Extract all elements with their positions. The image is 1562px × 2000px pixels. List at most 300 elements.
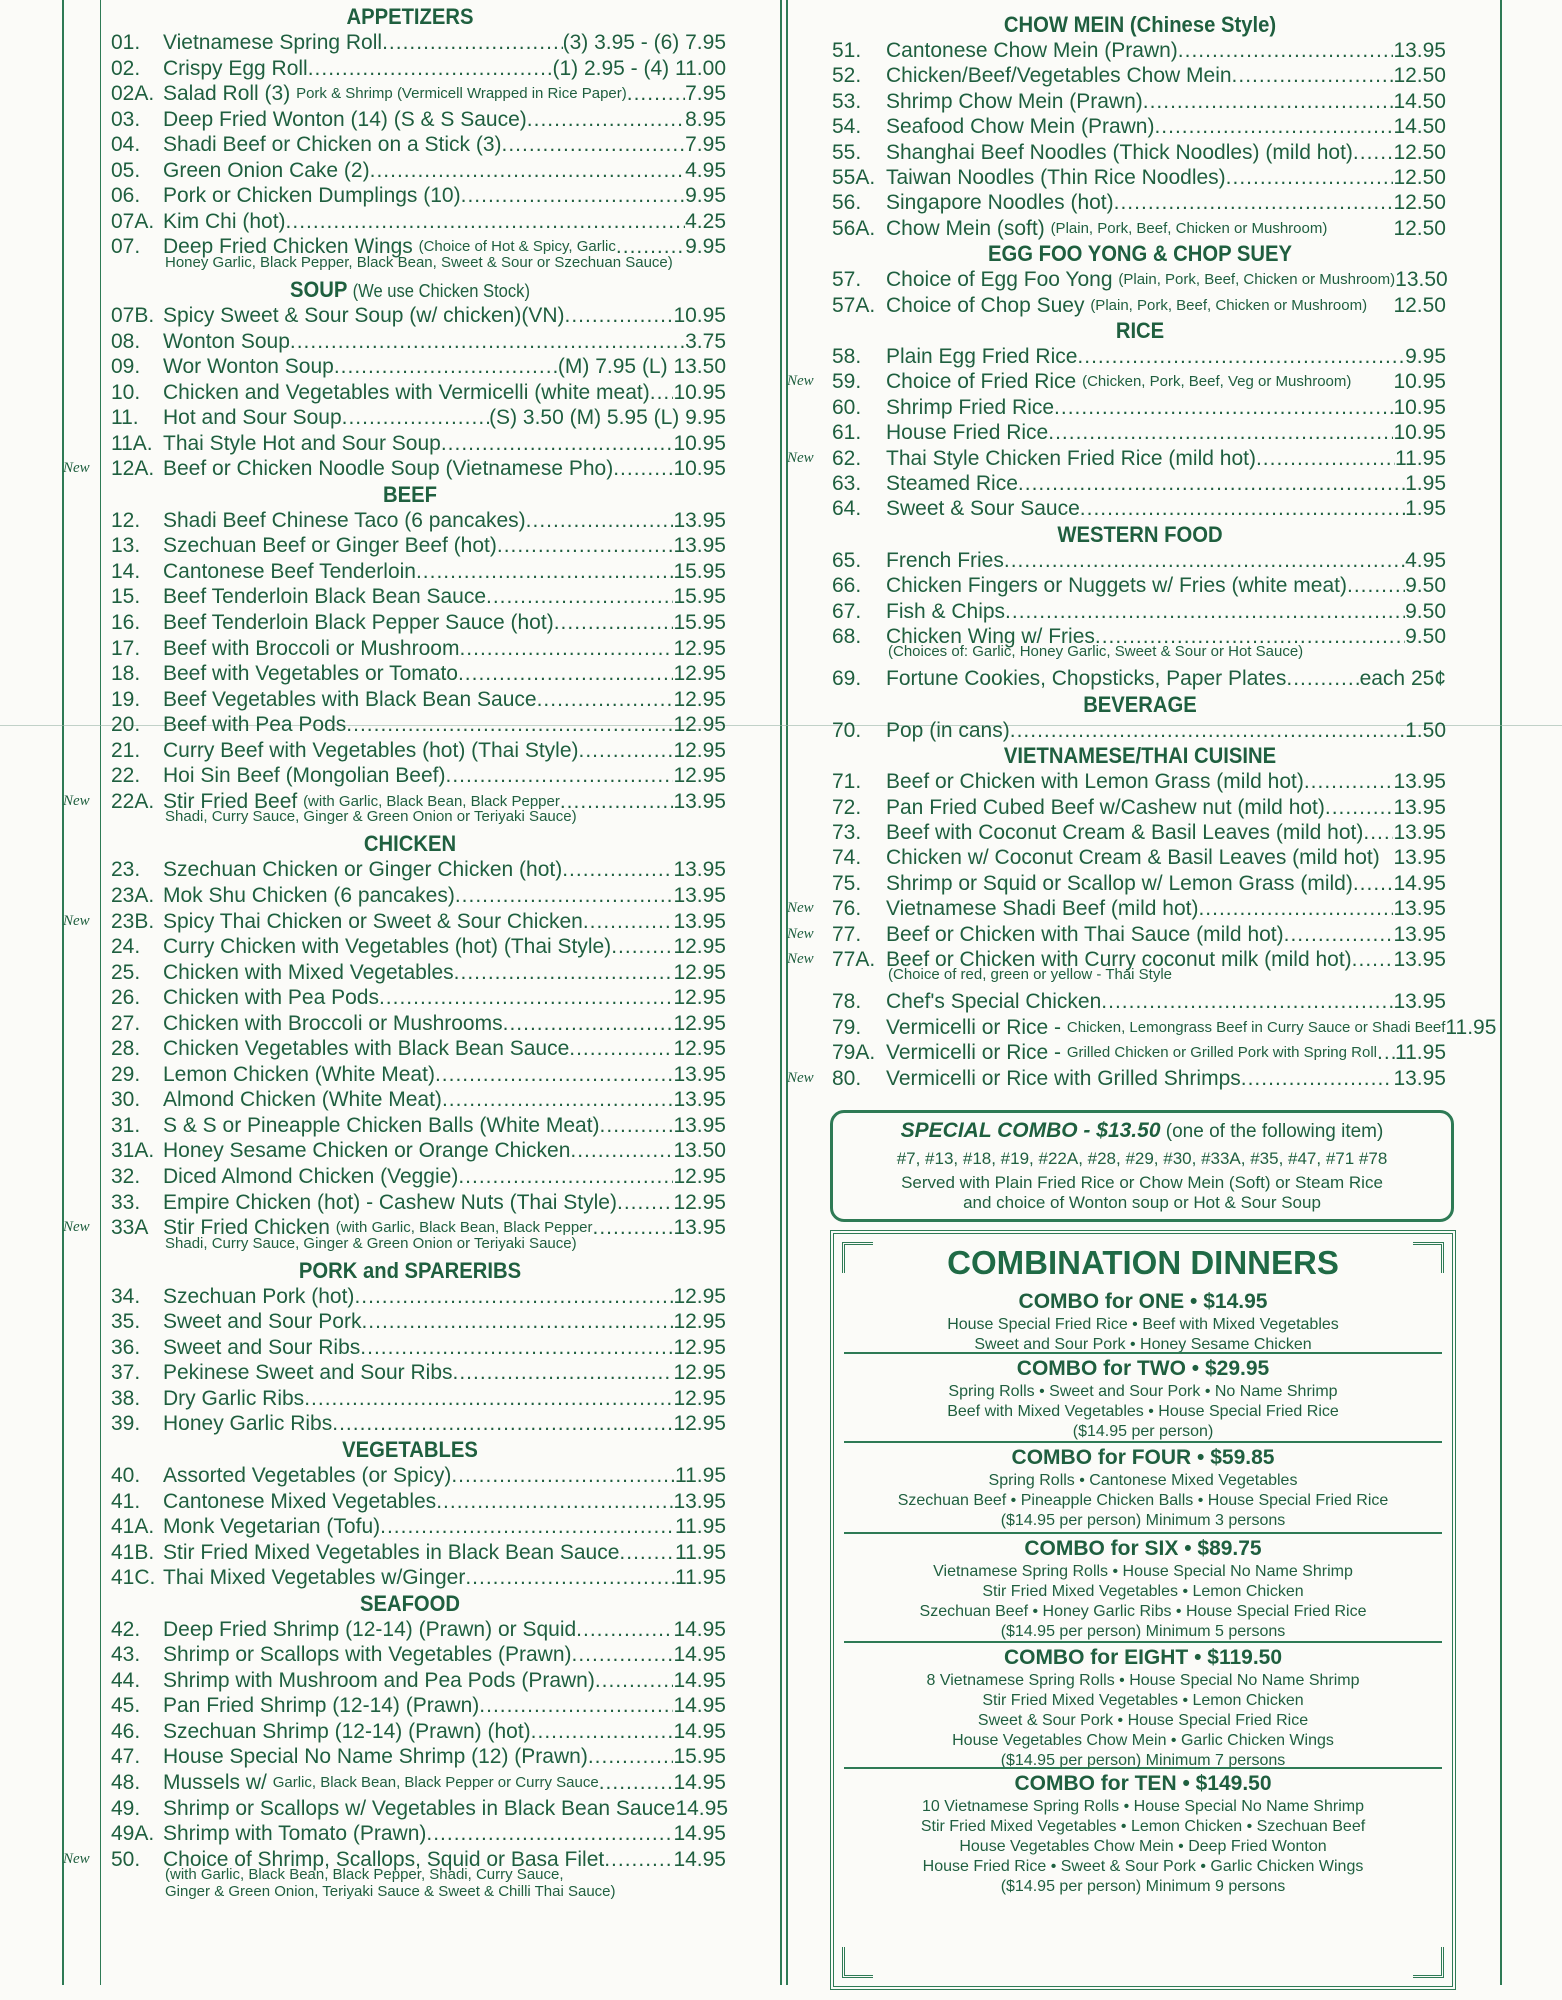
dot-leader bbox=[600, 1113, 674, 1138]
item-name: Spicy Thai Chicken or Sweet & Sour Chicken bbox=[163, 909, 583, 933]
section-title-text: APPETIZERS bbox=[346, 4, 474, 29]
item-price: 12.95 bbox=[673, 960, 726, 984]
combo-line: House Vegetables Chow Mein • Deep Fried Wonton bbox=[959, 1838, 1327, 1855]
item-number: 53. bbox=[832, 89, 862, 113]
dot-leader bbox=[1347, 573, 1405, 598]
item-number: 61. bbox=[832, 421, 862, 445]
item-price: 13.95 bbox=[673, 1216, 726, 1240]
item-price: 14.95 bbox=[673, 1643, 726, 1667]
item-number: 55A. bbox=[832, 166, 876, 189]
item-price: 13.95 bbox=[673, 534, 726, 558]
item-price: 12.95 bbox=[673, 1284, 726, 1308]
dot-leader bbox=[380, 1514, 675, 1539]
menu-item-65 bbox=[780, 548, 1446, 573]
item-line bbox=[886, 1066, 1446, 1091]
section-title-seafood bbox=[134, 1591, 686, 1617]
item-line bbox=[886, 420, 1446, 445]
item-price: 12.95 bbox=[673, 764, 726, 788]
combo-title: COMBO for FOUR • $59.85 bbox=[1011, 1446, 1275, 1469]
item-line bbox=[163, 1821, 726, 1846]
item-name: French Fries bbox=[886, 548, 1004, 572]
item-name: Assorted Vegetables (or Spicy) bbox=[163, 1463, 452, 1487]
special-combo-served-line2: and choice of Wonton soup or Hot & Sour Soup bbox=[963, 1193, 1321, 1212]
item-name: Chicken/Beef/Vegetables Chow Mein bbox=[886, 64, 1232, 88]
item-line bbox=[163, 1011, 726, 1036]
item-number: 51. bbox=[832, 39, 862, 62]
section-title-note: (We use Chicken Stock) bbox=[352, 280, 530, 301]
item-line bbox=[163, 1565, 726, 1590]
item-detail: (with Garlic, Black Bean, Black Pepper bbox=[335, 1219, 593, 1237]
item-price: 13.95 bbox=[673, 789, 726, 813]
item-line bbox=[163, 1309, 726, 1334]
item-price: 13.95 bbox=[1393, 922, 1446, 946]
item-number: 08. bbox=[111, 329, 141, 353]
menu-item-19 bbox=[100, 687, 726, 712]
item-price: 12.95 bbox=[673, 1412, 726, 1436]
item-number: 25. bbox=[111, 960, 141, 984]
item-line bbox=[163, 1770, 726, 1795]
combo-line: ($14.95 per person) Minimum 5 persons bbox=[1000, 1623, 1286, 1640]
item-name: Shrimp or Scallops with Vegetables (Prawn) bbox=[163, 1643, 572, 1667]
item-name: Sweet and Sour Ribs bbox=[163, 1335, 361, 1359]
item-name: Pork or Chicken Dumplings (10) bbox=[163, 184, 461, 208]
item-number: 33. bbox=[111, 1190, 141, 1214]
menu-item-75 bbox=[780, 871, 1446, 896]
item-price: 13.95 bbox=[673, 858, 726, 882]
item-name: Chicken Vegetables with Black Bean Sauce bbox=[163, 1037, 570, 1061]
item-name: Beef Vegetables with Black Bean Sauce bbox=[163, 687, 537, 711]
special-combo-served-line1: Served with Plain Fried Rice or Chow Mein (Soft) or Steam Rice bbox=[901, 1173, 1383, 1192]
item-line bbox=[163, 1386, 726, 1411]
dot-leader bbox=[1353, 871, 1394, 896]
menu-item-63 bbox=[780, 471, 1446, 496]
combo-divider bbox=[844, 1441, 1442, 1443]
menu-item-23 bbox=[100, 857, 726, 882]
item-line bbox=[163, 661, 726, 686]
section-title-western-food bbox=[864, 522, 1416, 548]
section-title-text: SOUP bbox=[290, 276, 348, 302]
item-price: 13.95 bbox=[673, 1062, 726, 1086]
new-badge: New bbox=[787, 951, 814, 967]
item-number: 75. bbox=[832, 871, 862, 895]
menu-item-79 bbox=[780, 1015, 1497, 1040]
menu-item-49 bbox=[100, 1796, 729, 1821]
item-name: Shrimp or Squid or Scallop w/ Lemon Grass (mild) bbox=[886, 871, 1353, 895]
item-line bbox=[163, 354, 726, 379]
item-price: 13.50 bbox=[1395, 268, 1448, 292]
item-price: 10.95 bbox=[1393, 395, 1446, 419]
item-number: 05. bbox=[111, 158, 141, 182]
item-price: 13.95 bbox=[673, 883, 726, 907]
dot-leader bbox=[442, 1087, 674, 1112]
dot-leader bbox=[1353, 140, 1394, 165]
combo-line: Sweet and Sour Pork • Honey Sesame Chicken bbox=[974, 1336, 1312, 1353]
item-line bbox=[886, 769, 1446, 794]
item-name: Singapore Noodles (hot) bbox=[886, 191, 1114, 215]
item-line bbox=[163, 934, 726, 959]
item-sub-detail: (Choices of: Garlic, Honey Garlic, Sweet & Sour or Hot Sauce) bbox=[888, 643, 1304, 661]
item-line bbox=[163, 1190, 726, 1215]
menu-item-78 bbox=[780, 989, 1446, 1014]
item-price: 4.95 bbox=[1405, 548, 1446, 572]
dot-leader bbox=[382, 30, 563, 55]
dot-leader bbox=[619, 1540, 675, 1565]
item-line bbox=[886, 573, 1446, 598]
item-price: 13.95 bbox=[1393, 39, 1446, 62]
new-badge: New bbox=[787, 900, 814, 917]
item-name: Crispy Egg Roll bbox=[163, 56, 308, 80]
item-name: Sweet and Sour Pork bbox=[163, 1310, 362, 1334]
menu-item-57a bbox=[780, 293, 1446, 318]
item-price: 11.95 bbox=[1395, 1041, 1446, 1065]
new-badge: New bbox=[787, 1069, 814, 1086]
item-detail: (Plain, Pork, Beef, Chicken or Mushroom) bbox=[1118, 271, 1396, 289]
item-number: 62. bbox=[832, 446, 862, 470]
combo-line: House Vegetables Chow Mein • Garlic Chicken Wings bbox=[952, 1732, 1334, 1749]
combo-line: Stir Fried Mixed Vegetables • Lemon Chicken bbox=[982, 1692, 1304, 1709]
item-line bbox=[886, 896, 1446, 921]
item-price: 13.95 bbox=[673, 1088, 726, 1112]
special-combo-items: #7, #13, #18, #19, #22A, #28, #29, #30, #33A, #35, #47, #71 #78 bbox=[896, 1149, 1388, 1168]
item-price: 13.95 bbox=[673, 1489, 726, 1513]
item-line bbox=[886, 165, 1446, 190]
item-price: 13.95 bbox=[1393, 990, 1446, 1014]
item-name: Wonton Soup bbox=[163, 329, 290, 353]
menu-item-31 bbox=[100, 1113, 726, 1138]
item-name: Choice of Shrimp, Scallops, Squid or Basa Filet bbox=[163, 1847, 605, 1871]
item-name: Vietnamese Shadi Beef (mild hot) bbox=[886, 897, 1199, 921]
section-title-chow-mein-chinese-style bbox=[864, 12, 1416, 38]
section-title-vegetables bbox=[134, 1437, 686, 1463]
item-line bbox=[163, 183, 726, 208]
item-price: 14.50 bbox=[1393, 89, 1446, 113]
item-price: 9.95 bbox=[685, 235, 726, 259]
item-price: 12.50 bbox=[1393, 293, 1446, 317]
menu-item-56 bbox=[780, 190, 1446, 215]
item-line bbox=[886, 718, 1446, 743]
dot-leader bbox=[564, 303, 673, 328]
item-name: Beef or Chicken Noodle Soup (Vietnamese Pho) bbox=[163, 457, 614, 481]
combo-line: House Special Fried Rice • Beef with Mixed Vegetables bbox=[947, 1316, 1339, 1333]
item-detail: (Chicken, Pork, Beef, Veg or Mushroom) bbox=[1082, 373, 1352, 391]
menu-item-30 bbox=[100, 1087, 726, 1112]
item-price: 12.95 bbox=[673, 1335, 726, 1359]
item-number: 59. bbox=[832, 370, 862, 394]
item-number: 13. bbox=[111, 534, 141, 558]
item-name: Pop (in cans) bbox=[886, 718, 1010, 742]
dot-leader bbox=[1178, 38, 1394, 63]
item-number: 29. bbox=[111, 1062, 141, 1086]
item-number: 07A. bbox=[111, 209, 155, 233]
item-number: 02. bbox=[111, 56, 141, 80]
dot-leader bbox=[486, 584, 673, 609]
item-price: 11.95 bbox=[1395, 446, 1446, 470]
menu-item-41 bbox=[100, 1489, 726, 1514]
dot-leader bbox=[562, 857, 673, 882]
item-price: 12.95 bbox=[673, 986, 726, 1010]
dot-leader bbox=[497, 533, 674, 558]
item-number: 49A. bbox=[111, 1822, 155, 1846]
item-name: Steamed Rice bbox=[886, 472, 1018, 495]
menu-item-10 bbox=[100, 380, 726, 405]
dot-leader bbox=[454, 960, 674, 985]
item-name: Diced Almond Chicken (Veggie) bbox=[163, 1165, 459, 1188]
menu-item-41a bbox=[100, 1514, 726, 1539]
combo-block-1 bbox=[844, 1289, 1442, 1355]
combo-divider bbox=[844, 1641, 1442, 1643]
item-detail: (Plain, Pork, Beef, Chicken or Mushroom) bbox=[1090, 296, 1368, 314]
item-name: Hoi Sin Beef (Mongolian Beef) bbox=[163, 764, 446, 788]
item-number: 12. bbox=[111, 508, 141, 532]
menu-item-79a bbox=[780, 1040, 1446, 1065]
item-line bbox=[886, 38, 1446, 63]
item-number: 23B. bbox=[111, 909, 155, 933]
item-name: Thai Style Hot and Sour Soup bbox=[163, 431, 441, 455]
section-title-text: VIETNAMESE/THAI CUISINE bbox=[1003, 743, 1277, 769]
item-sub-detail: (Choice of red, green or yellow - Thai Style bbox=[888, 966, 1173, 984]
item-price: 12.95 bbox=[673, 935, 726, 959]
item-line bbox=[163, 857, 726, 882]
section-title-soup bbox=[134, 277, 686, 303]
item-price: 9.50 bbox=[1405, 574, 1446, 598]
item-line bbox=[163, 909, 726, 934]
combo-title: COMBO for TWO • $29.95 bbox=[1016, 1357, 1270, 1380]
item-line bbox=[163, 329, 726, 354]
menu-item-76 bbox=[780, 896, 1446, 921]
dot-leader bbox=[332, 1411, 673, 1436]
item-number: 77. bbox=[832, 922, 862, 946]
section-title-text: BEVERAGE bbox=[1083, 691, 1197, 717]
item-name: Empire Chicken (hot) - Cashew Nuts (Thai Style) bbox=[163, 1190, 617, 1214]
item-name: Beef with Broccoli or Mushroom bbox=[163, 636, 460, 660]
item-number: 41C. bbox=[111, 1566, 156, 1590]
item-line bbox=[886, 871, 1446, 896]
item-number: 66. bbox=[832, 574, 862, 598]
item-number: 41A. bbox=[111, 1515, 155, 1539]
item-line bbox=[886, 369, 1446, 394]
item-line bbox=[886, 666, 1446, 691]
dot-leader bbox=[604, 1847, 673, 1872]
dot-leader bbox=[370, 158, 686, 183]
item-price: 10.95 bbox=[1393, 370, 1446, 394]
item-price: 14.50 bbox=[1393, 115, 1446, 139]
menu-item-54 bbox=[780, 114, 1446, 139]
dot-leader bbox=[286, 209, 686, 234]
dot-leader bbox=[458, 661, 673, 686]
dot-leader bbox=[461, 183, 686, 208]
menu-item-07a bbox=[100, 209, 726, 234]
item-number: 22A. bbox=[111, 789, 155, 813]
item-price: (S) 3.50 (M) 5.95 (L) 9.95 bbox=[489, 406, 726, 430]
combo-line: ($14.95 per person) Minimum 9 persons bbox=[1000, 1878, 1286, 1895]
menu-item-11 bbox=[100, 405, 726, 430]
corner-ornament-icon bbox=[1413, 1947, 1444, 1978]
item-name: Shadi Beef Chinese Taco (6 pancakes) bbox=[163, 508, 526, 532]
menu-item-06 bbox=[100, 183, 726, 208]
item-price: 4.25 bbox=[685, 209, 726, 233]
dot-leader bbox=[1077, 344, 1405, 369]
dot-leader bbox=[588, 1744, 674, 1769]
item-line bbox=[886, 1040, 1446, 1065]
item-number: 04. bbox=[111, 133, 141, 157]
menu-item-33 bbox=[100, 1190, 726, 1215]
menu-item-17 bbox=[100, 636, 726, 661]
combo-line: 10 Vietnamese Spring Rolls • House Special No Name Shrimp bbox=[922, 1798, 1364, 1815]
special-combo-heading bbox=[833, 1119, 1451, 1143]
dot-leader bbox=[527, 107, 685, 132]
item-name: Thai Mixed Vegetables w/Ginger bbox=[163, 1566, 466, 1590]
dot-leader bbox=[583, 909, 674, 934]
dot-leader bbox=[572, 1642, 674, 1667]
item-number: 33A bbox=[111, 1216, 149, 1240]
item-name: Curry Chicken with Vegetables (hot) (Thai Style) bbox=[163, 935, 612, 959]
new-badge: New bbox=[63, 792, 90, 809]
menu-item-32 bbox=[100, 1164, 726, 1189]
menu-item-35 bbox=[100, 1309, 726, 1334]
item-name: Shrimp with Tomato (Prawn) bbox=[163, 1822, 427, 1846]
menu-item-43 bbox=[100, 1642, 726, 1667]
item-name: Vietnamese Spring Roll bbox=[163, 31, 383, 54]
section-title-text: RICE bbox=[1115, 318, 1165, 343]
item-number: 78. bbox=[832, 990, 862, 1014]
item-number: 16. bbox=[111, 611, 141, 634]
dot-leader bbox=[451, 1463, 675, 1488]
special-combo-note: (one of the following item) bbox=[1165, 1121, 1384, 1142]
item-name: Choice of Egg Foo Yong bbox=[886, 268, 1113, 292]
item-number: 07B. bbox=[111, 303, 155, 327]
section-title-appetizers bbox=[134, 4, 686, 30]
dot-leader bbox=[613, 456, 673, 481]
item-line bbox=[163, 132, 726, 157]
item-name: Chicken with Mixed Vegetables bbox=[163, 960, 454, 984]
section-title-text: VEGETABLES bbox=[342, 1436, 478, 1462]
dot-leader bbox=[479, 1693, 673, 1718]
item-name: Stir Fried Beef bbox=[163, 789, 298, 813]
menu-item-15 bbox=[100, 584, 726, 609]
section-title-beef bbox=[134, 482, 686, 508]
item-price: 10.95 bbox=[673, 457, 726, 481]
item-name: Beef Tenderloin Black Bean Sauce bbox=[163, 585, 486, 609]
menu-item-72 bbox=[780, 795, 1446, 820]
combination-dinners-title: COMBINATION DINNERS bbox=[947, 1244, 1339, 1281]
item-price: 14.95 bbox=[673, 1771, 726, 1794]
combo-line: Spring Rolls • Sweet and Sour Pork • No Name Shrimp bbox=[948, 1383, 1338, 1400]
item-number: 40. bbox=[111, 1463, 141, 1487]
menu-item-44 bbox=[100, 1668, 726, 1693]
menu-item-26 bbox=[100, 985, 726, 1010]
item-detail: Garlic, Black Bean, Black Pepper or Curry Sauce bbox=[272, 1774, 599, 1791]
item-name: Pan Fried Cubed Beef w/Cashew nut (mild hot) bbox=[886, 795, 1325, 819]
item-name: Thai Style Chicken Fried Rice (mild hot) bbox=[886, 446, 1256, 470]
dot-leader bbox=[1048, 420, 1393, 445]
item-price: 9.95 bbox=[1405, 345, 1446, 368]
section-title-text: BEEF bbox=[383, 481, 437, 507]
item-name: Beef or Chicken with Thai Sauce (mild hot) bbox=[886, 922, 1284, 946]
dot-leader bbox=[1101, 989, 1393, 1014]
item-name: Beef with Vegetables or Tomato bbox=[163, 662, 458, 686]
item-number: 52. bbox=[832, 64, 862, 88]
item-number: 64. bbox=[832, 497, 862, 521]
combo-title: COMBO for EIGHT • $119.50 bbox=[1003, 1646, 1283, 1669]
new-badge: New bbox=[63, 1219, 90, 1236]
item-number: 22. bbox=[111, 764, 141, 788]
menu-item-73 bbox=[780, 820, 1446, 845]
item-number: 41. bbox=[111, 1489, 141, 1513]
item-line bbox=[163, 1668, 726, 1693]
dot-leader bbox=[1226, 165, 1394, 190]
section-title-pork-and-spareribs bbox=[134, 1258, 686, 1284]
item-number: 72. bbox=[832, 795, 862, 819]
item-number: 35. bbox=[111, 1310, 141, 1334]
item-name: Stir Fried Chicken bbox=[163, 1216, 330, 1240]
item-name: Chicken Fingers or Nuggets w/ Fries (white meat) bbox=[886, 574, 1347, 598]
menu-item-61 bbox=[780, 420, 1446, 445]
item-name: Taiwan Noodles (Thin Rice Noodles) bbox=[886, 166, 1226, 189]
item-name: Cantonese Chow Mein (Prawn) bbox=[886, 39, 1178, 62]
item-number: 34. bbox=[111, 1284, 141, 1308]
item-line bbox=[163, 1087, 726, 1112]
item-line bbox=[163, 1138, 726, 1163]
item-line bbox=[886, 395, 1446, 420]
item-number: 43. bbox=[111, 1643, 141, 1667]
combo-divider bbox=[844, 1767, 1442, 1769]
item-name: Chicken Wing w/ Fries bbox=[886, 625, 1095, 648]
menu-item-67 bbox=[780, 599, 1446, 624]
item-price: 1.50 bbox=[1405, 718, 1446, 742]
item-price: 12.50 bbox=[1393, 216, 1446, 240]
item-number: 28. bbox=[111, 1037, 141, 1061]
item-line bbox=[886, 922, 1446, 947]
new-badge: New bbox=[63, 912, 90, 929]
dot-leader bbox=[436, 1489, 673, 1514]
item-name: Shrimp Chow Mein (Prawn) bbox=[886, 89, 1143, 113]
item-line bbox=[886, 496, 1446, 521]
dot-leader bbox=[1080, 496, 1405, 521]
item-name: Mussels w/ bbox=[163, 1771, 267, 1794]
item-sub-detail: Shadi, Curry Sauce, Ginger & Green Onion or Teriyaki Sauce) bbox=[165, 1234, 577, 1252]
item-number: 79A. bbox=[832, 1041, 876, 1065]
dot-leader bbox=[1286, 666, 1359, 691]
item-name: Pekinese Sweet and Sour Ribs bbox=[163, 1361, 453, 1385]
menu-item-11a bbox=[100, 431, 726, 456]
item-line bbox=[163, 610, 726, 635]
item-line bbox=[163, 380, 726, 405]
dot-leader bbox=[465, 1565, 675, 1590]
item-number: 41B. bbox=[111, 1540, 155, 1564]
item-number: 70. bbox=[832, 718, 862, 742]
item-price: 12.95 bbox=[673, 636, 726, 660]
menu-item-37 bbox=[100, 1360, 726, 1385]
menu-item-22 bbox=[100, 763, 726, 788]
item-number: 36. bbox=[111, 1335, 141, 1359]
item-price: 12.50 bbox=[1393, 191, 1446, 215]
item-name: Choice of Fried Rice bbox=[886, 370, 1077, 394]
new-badge: New bbox=[63, 460, 90, 477]
dot-leader bbox=[650, 380, 674, 405]
menu-item-55a bbox=[780, 165, 1446, 190]
dot-leader bbox=[446, 763, 674, 788]
dot-leader bbox=[531, 1719, 674, 1744]
section-title-chicken bbox=[134, 831, 686, 857]
item-number: 56A. bbox=[832, 216, 876, 240]
dot-leader bbox=[1143, 89, 1394, 114]
dot-leader bbox=[342, 405, 489, 430]
item-price: 13.95 bbox=[1393, 770, 1446, 794]
item-line bbox=[163, 1463, 726, 1488]
item-name: Plain Egg Fried Rice bbox=[886, 345, 1078, 368]
item-price: (3) 3.95 - (6) 7.95 bbox=[562, 31, 726, 54]
item-line bbox=[163, 1514, 726, 1539]
